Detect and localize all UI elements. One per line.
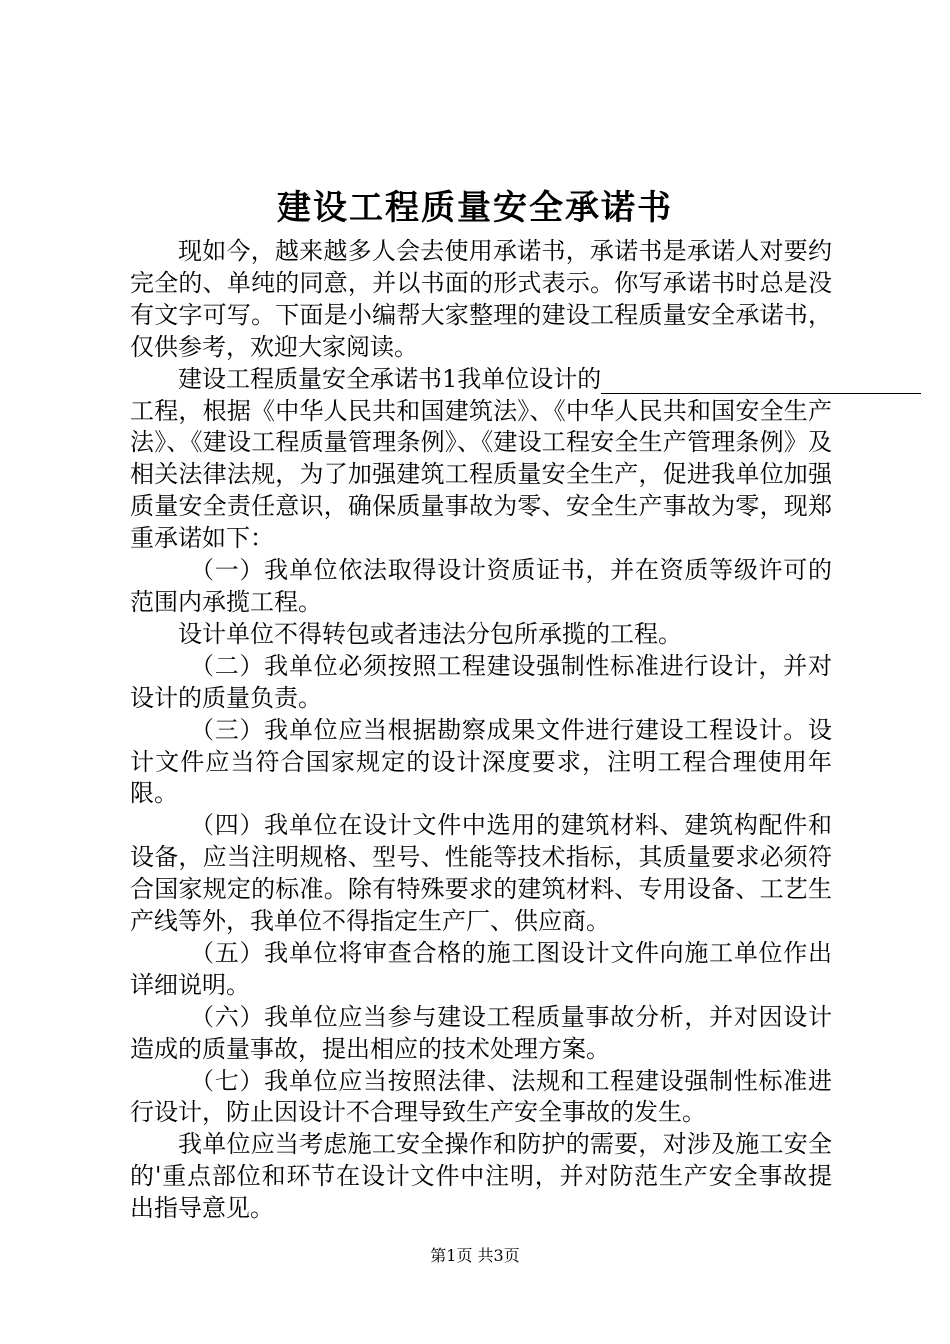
commitment-item-3: （三）我单位应当根据勘察成果文件进行建设工程设计。设计文件应当符合国家规定的设计深度要求，注明工程合理使用年限。: [130, 715, 832, 808]
commitment-item-4: （四）我单位在设计文件中选用的建筑材料、建筑构配件和设备，应当注明规格、型号、性能等技术指标，其质量要求必须符合国家规定的标准。除有特殊要求的建筑材料、专用设备、工艺生产线等外，我单位不得指定生产厂、供应商。: [130, 811, 832, 936]
section1-lead-text: 建设工程质量安全承诺书1我单位设计的: [178, 364, 602, 393]
commitment-item-2: （二）我单位必须按照工程建设强制性标准进行设计，并对设计的质量负责。: [130, 651, 832, 712]
section1-paragraph: [130, 364, 832, 555]
commitment-item-1-note: 设计单位不得转包或者违法分包所承揽的工程。: [178, 619, 682, 648]
closing-paragraph: 我单位应当考虑施工安全操作和防护的需要，对涉及施工安全的'重点部位和环节在设计文件中注明，并对防范生产安全事故提出指导意见。: [130, 1130, 832, 1223]
commitment-item-1: （一）我单位依法取得设计资质证书，并在资质等级许可的范围内承揽工程。: [130, 556, 832, 616]
section1-rest-text: 工程，根据《中华人民共和国建筑法》、《中华人民共和国安全生产法》、《建设工程质量管理条例》、《建设工程安全生产管理条例》及相关法律法规，为了加强建筑工程质量安全生产，促进我单位加强质量安全责任意识，确保质量事故为零、安全生产事故为零，现郑重承诺如下：: [130, 396, 832, 553]
document-body: [130, 236, 832, 1225]
fill-in-blank: [601, 365, 795, 394]
fill-in-blank-continued: [795, 365, 921, 394]
commitment-item-6: （六）我单位应当参与建设工程质量事故分析，并对因设计造成的质量事故，提出相应的技术处理方案。: [130, 1002, 832, 1063]
commitment-item-7: （七）我单位应当按照法律、法规和工程建设强制性标准进行设计，防止因设计不合理导致生产安全事故的发生。: [130, 1066, 832, 1127]
commitment-item-5: （五）我单位将审查合格的施工图设计文件向施工单位作出详细说明。: [130, 938, 832, 999]
document-title: 建设工程质量安全承诺书: [277, 188, 673, 228]
page-number-footer: 第1页 共3页: [430, 1246, 520, 1265]
intro-paragraph: 现如今，越来越多人会去使用承诺书，承诺书是承诺人对要约完全的、单纯的同意，并以书面的形式表示。你写承诺书时总是没有文字可写。下面是小编帮大家整理的建设工程质量安全承诺书，仅供参考，欢迎大家阅读。: [130, 237, 832, 361]
